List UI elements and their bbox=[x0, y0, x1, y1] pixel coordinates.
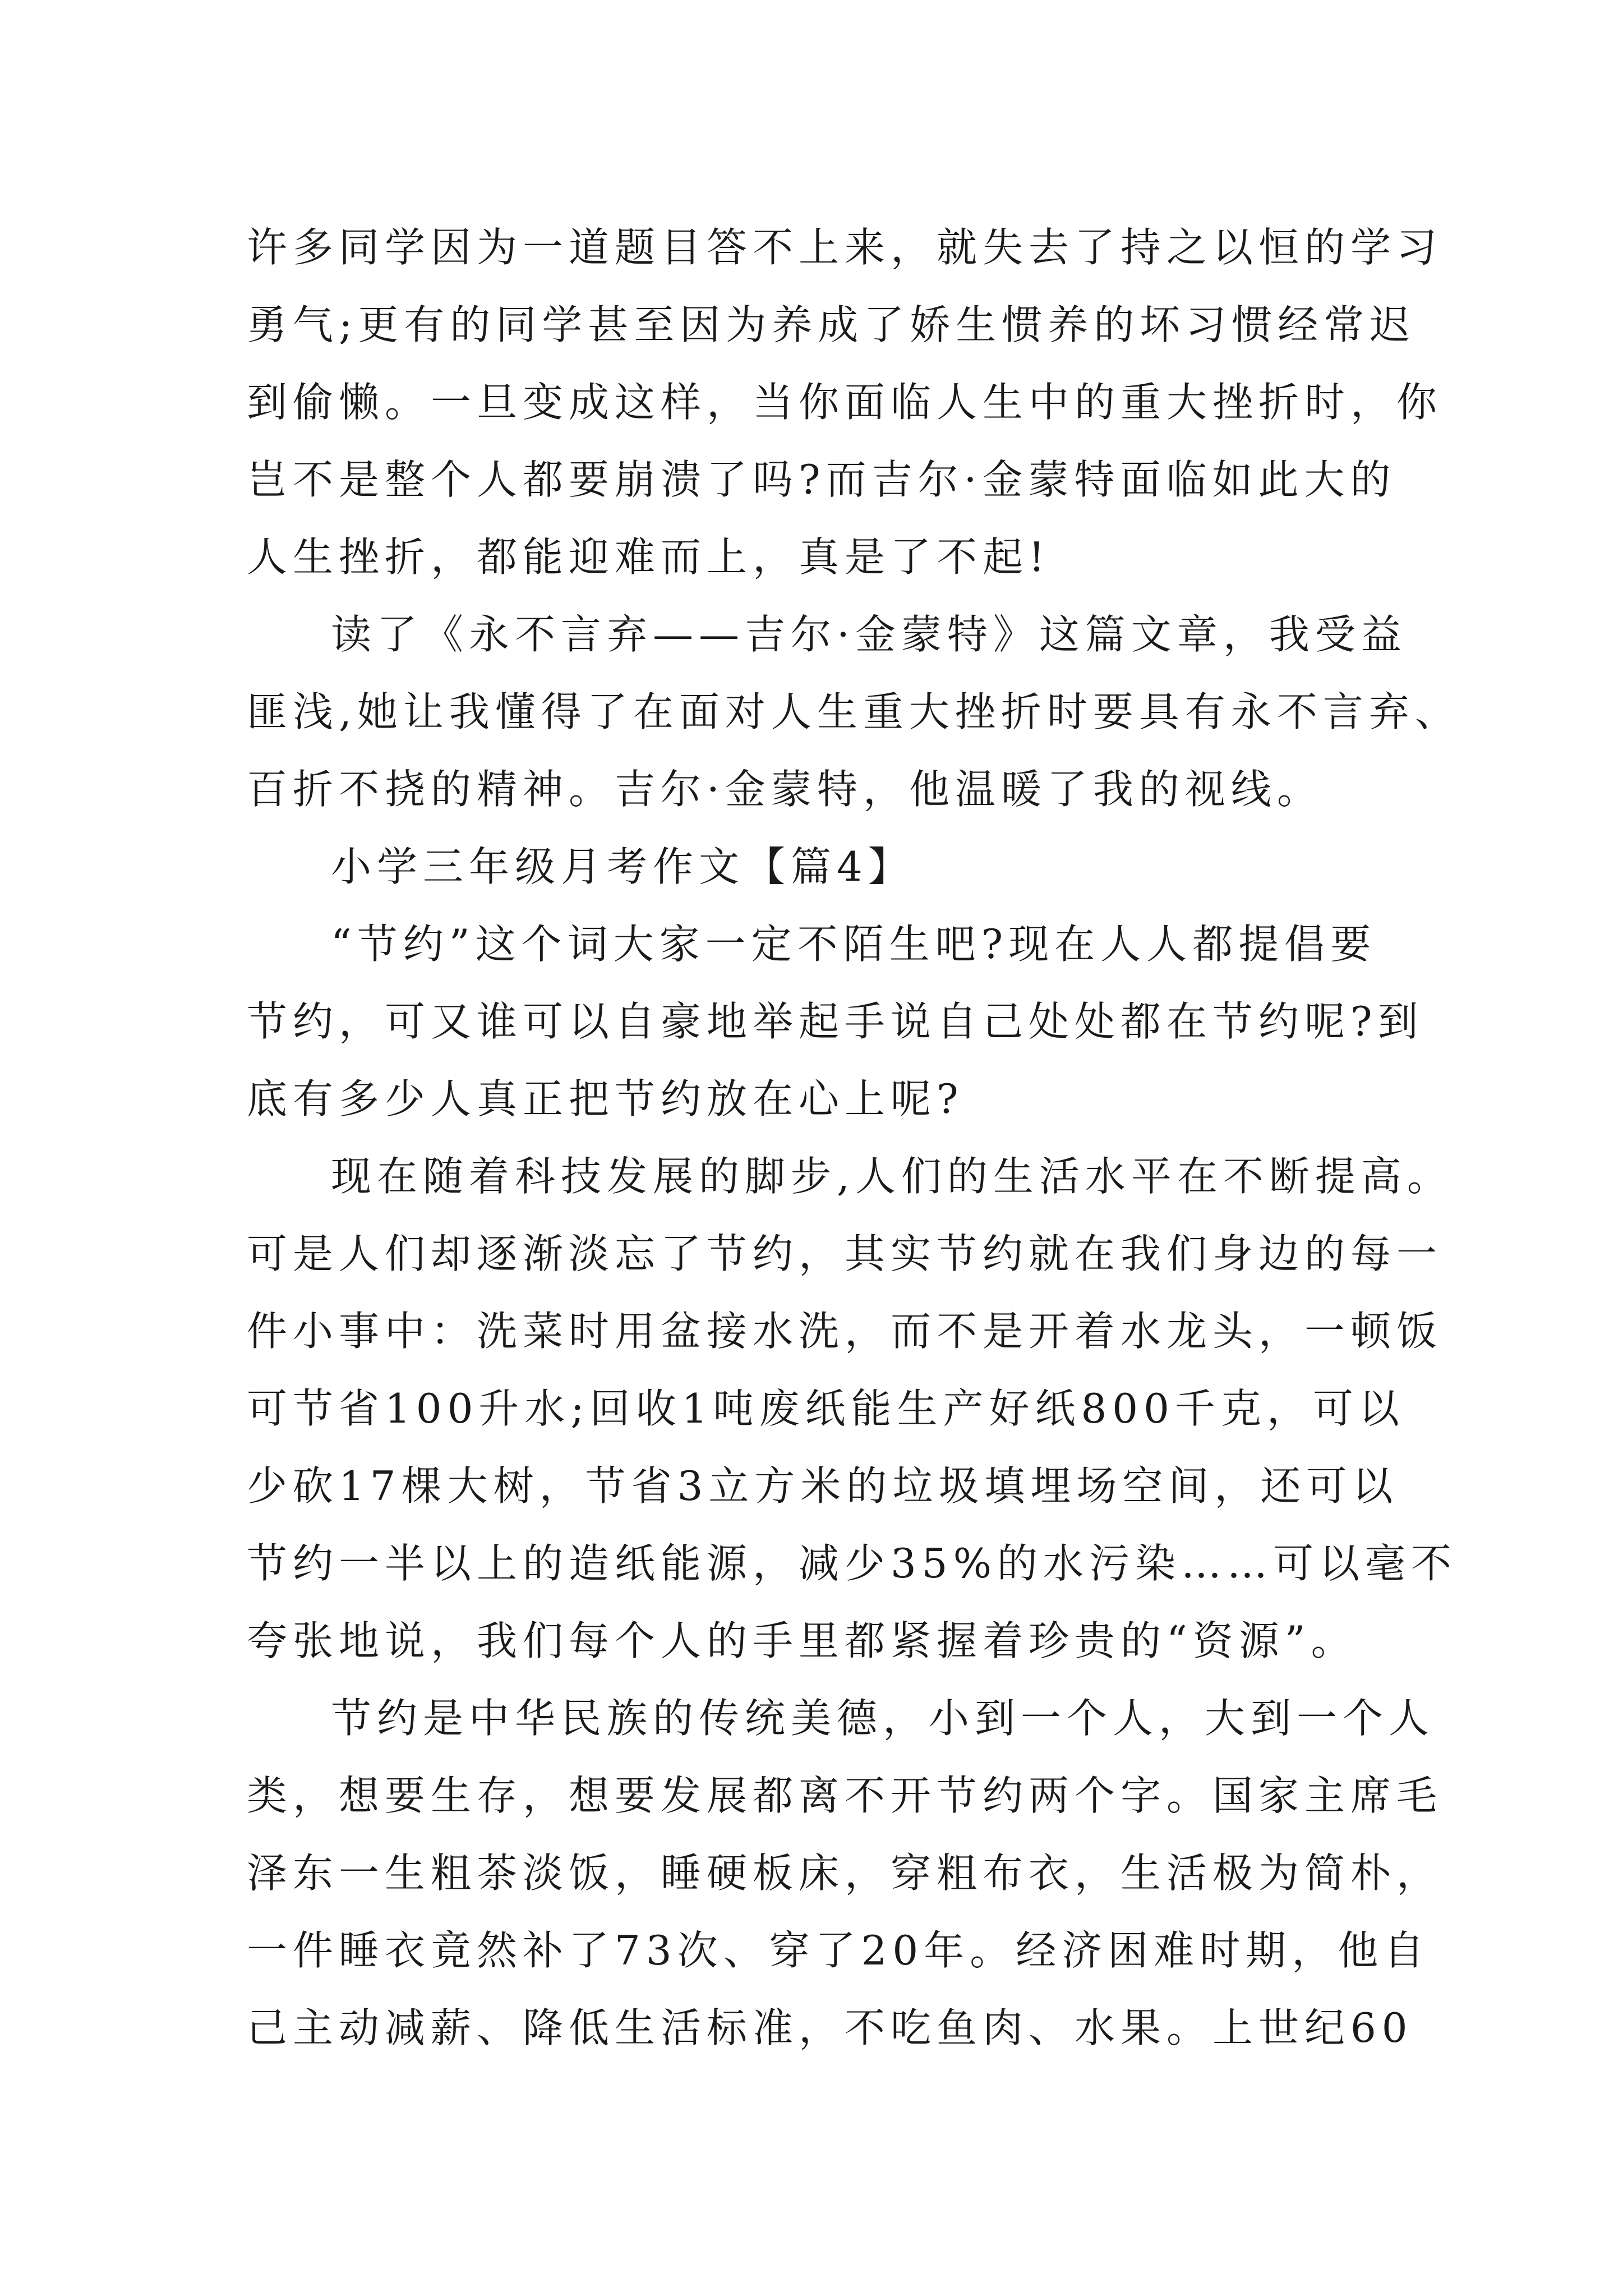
text-line: 泽东一生粗茶淡饭，睡硬板床，穿粗布衣，生活极为简朴， bbox=[247, 1849, 1443, 1897]
text-line: 到偷懒。一旦变成这样，当你面临人生中的重大挫折时，你 bbox=[247, 379, 1443, 426]
text-line: 可是人们却逐渐淡忘了节约，其实节约就在我们身边的每一 bbox=[247, 1230, 1443, 1277]
text-line: 许多同学因为一道题目答不上来，就失去了持之以恒的学习 bbox=[247, 224, 1443, 271]
text-line: 夸张地说，我们每个人的手里都紧握着珍贵的“资源”。 bbox=[247, 1617, 1357, 1664]
section-heading: 小学三年级月考作文【篇4】 bbox=[331, 843, 914, 890]
text-line: 己主动减薪、降低生活标准，不吃鱼肉、水果。上世纪60 bbox=[247, 2004, 1413, 2051]
text-line: 可节省100升水;回收1吨废纸能生产好纸800千克，可以 bbox=[247, 1385, 1405, 1432]
text-line: 类，想要生存，想要发展都离不开节约两个字。国家主席毛 bbox=[247, 1772, 1443, 1819]
text-line: 读了《永不言弃——吉尔·金蒙特》这篇文章，我受益 bbox=[331, 611, 1407, 658]
text-line: 节约是中华民族的传统美德，小到一个人，大到一个人 bbox=[331, 1695, 1435, 1742]
text-line: “节约”这个词大家一定不陌生吧?现在人人都提倡要 bbox=[331, 921, 1377, 968]
text-line: 件小事中：洗菜时用盆接水洗，而不是开着水龙头，一顿饭 bbox=[247, 1308, 1443, 1355]
document-body bbox=[247, 209, 1461, 2067]
text-line: 人生挫折，都能迎难而上，真是了不起! bbox=[247, 533, 1050, 581]
text-line: 底有多少人真正把节约放在心上呢? bbox=[247, 1075, 964, 1122]
text-line: 岂不是整个人都要崩溃了吗?而吉尔·金蒙特面临如此大的 bbox=[247, 456, 1396, 503]
text-line: 节约一半以上的造纸能源，减少35%的水污染……可以毫不 bbox=[247, 1540, 1458, 1587]
text-line: 勇气;更有的同学甚至因为养成了娇生惯养的坏习惯经常迟 bbox=[247, 301, 1416, 348]
text-line: 现在随着科技发展的脚步,人们的生活水平在不断提高。 bbox=[331, 1153, 1453, 1200]
text-line: 百折不挠的精神。吉尔·金蒙特，他温暖了我的视线。 bbox=[247, 766, 1323, 813]
text-line: 匪浅,她让我懂得了在面对人生重大挫折时要具有永不言弃、 bbox=[247, 688, 1461, 735]
text-line: 节约，可又谁可以自豪地举起手说自己处处都在节约呢?到 bbox=[247, 998, 1424, 1045]
text-line: 少砍17棵大树，节省3立方米的垃圾填埋场空间，还可以 bbox=[247, 1462, 1399, 1510]
text-line: 一件睡衣竟然补了73次、穿了20年。经济困难时期，他自 bbox=[247, 1927, 1430, 1974]
